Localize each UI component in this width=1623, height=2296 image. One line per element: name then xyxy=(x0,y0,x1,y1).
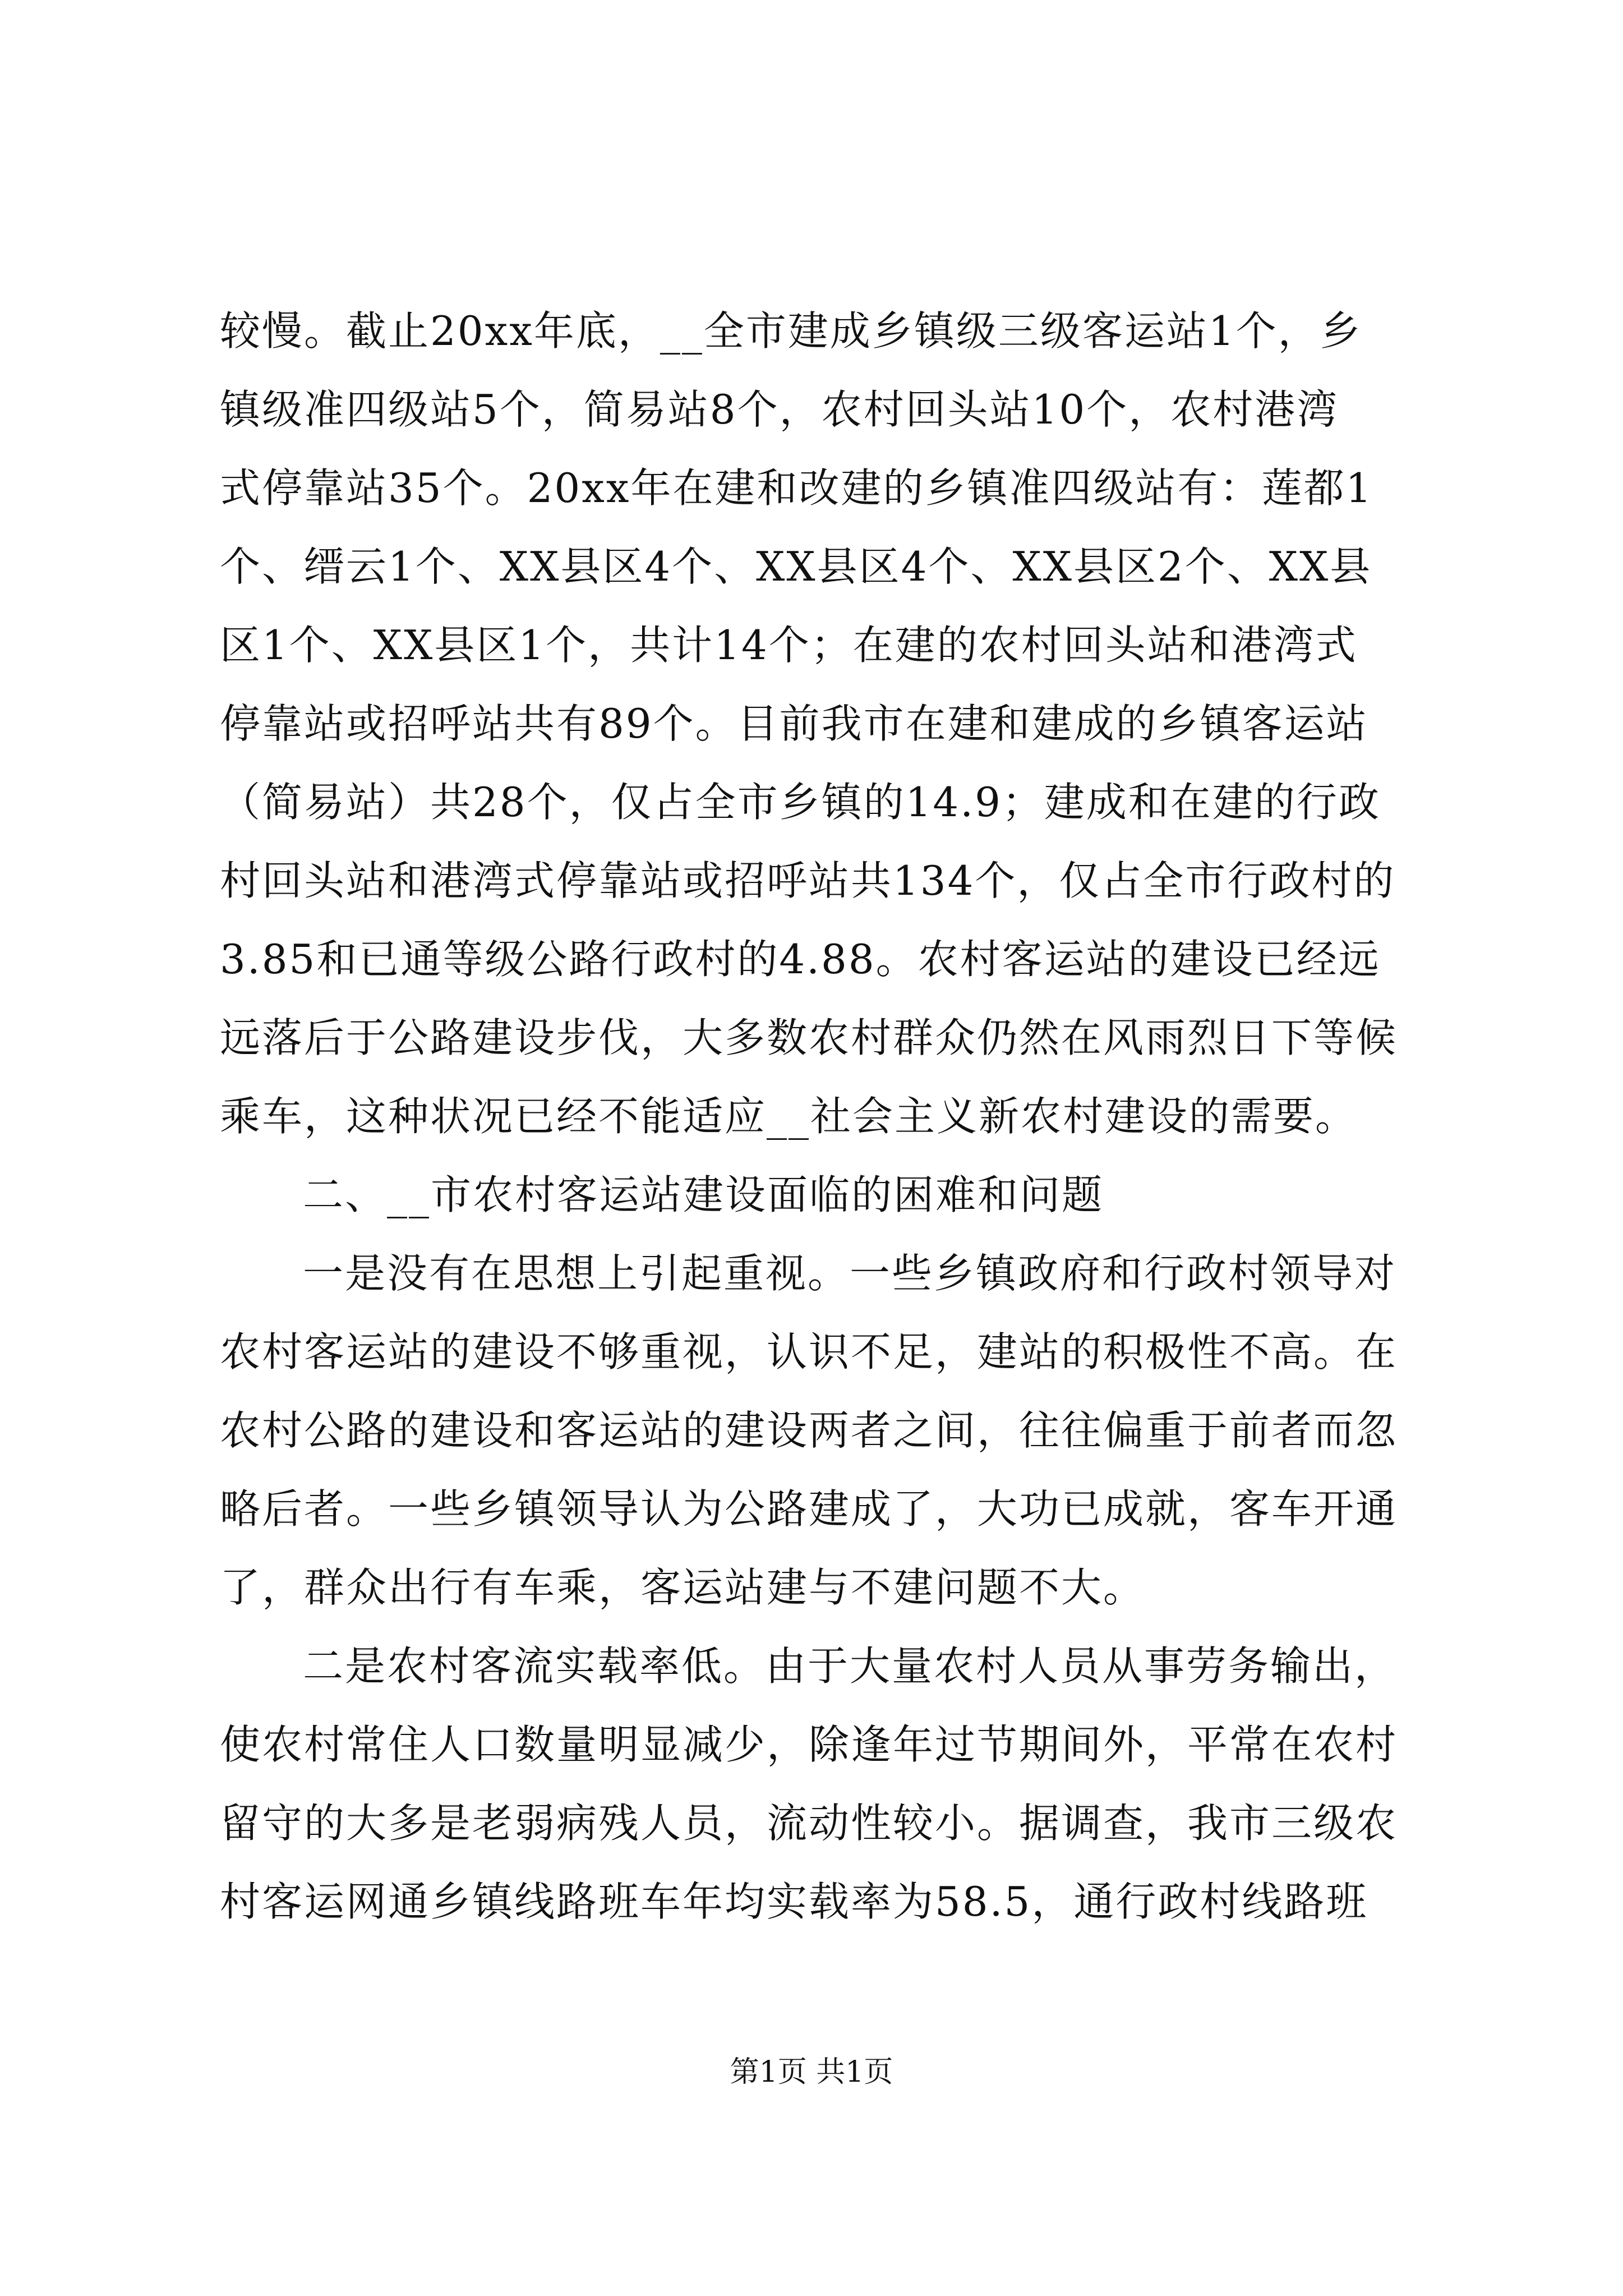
text-line: 农村客运站的建设不够重视，认识不足，建站的积极性不高。在 xyxy=(220,1328,1398,1375)
text-line: 较慢。截止20xx年底，__全市建成乡镇级三级客运站1个，乡 xyxy=(220,307,1362,355)
page-number-footer: 第1页 共1页 xyxy=(730,2055,893,2089)
text-line: 村回头站和港湾式停靠站或招呼站共134个，仅占全市行政村的 xyxy=(220,857,1396,904)
text-line: 略后者。一些乡镇领导认为公路建成了，大功已成就，客车开通 xyxy=(220,1485,1398,1533)
section-heading: 二、__市农村客运站建设面临的困难和问题 xyxy=(303,1171,1104,1218)
text-line: 区1个、XX县区1个，共计14个；在建的农村回头站和港湾式 xyxy=(220,622,1358,669)
text-line: 农村公路的建设和客运站的建设两者之间，往往偏重于前者而忽 xyxy=(220,1407,1398,1454)
paragraph-first-line: 一是没有在思想上引起重视。一些乡镇政府和行政村领导对 xyxy=(303,1250,1397,1297)
text-line: 式停靠站35个。20xx年在建和改建的乡镇准四级站有：莲都1 xyxy=(220,464,1373,512)
text-line: 村客运网通乡镇线路班车年均实载率为58.5，通行政村线路班 xyxy=(220,1878,1368,1925)
text-line: 镇级准四级站5个，简易站8个，农村回头站10个，农村港湾 xyxy=(220,386,1339,433)
text-line: 了，群众出行有车乘，客运站建与不建问题不大。 xyxy=(220,1564,1146,1611)
text-line: 3.85和已通等级公路行政村的4.88。农村客运站的建设已经远 xyxy=(220,936,1381,983)
text-line: 个、缙云1个、XX县区4个、XX县区4个、XX县区2个、XX县 xyxy=(220,543,1372,590)
document-body xyxy=(220,292,1426,1941)
text-line: 乘车，这种状况已经不能适应__社会主义新农村建设的需要。 xyxy=(220,1093,1358,1140)
paragraph-first-line: 二是农村客流实载率低。由于大量农村人员从事劳务输出， xyxy=(303,1642,1397,1690)
text-line: 远落后于公路建设步伐，大多数农村群众仍然在风雨烈日下等候 xyxy=(220,1014,1398,1061)
text-line: （简易站）共28个，仅占全市乡镇的14.9；建成和在建的行政 xyxy=(220,779,1381,826)
text-line: 停靠站或招呼站共有89个。目前我市在建和建成的乡镇客运站 xyxy=(220,700,1368,747)
text-line: 留守的大多是老弱病残人员，流动性较小。据调查，我市三级农 xyxy=(220,1800,1398,1847)
text-line: 使农村常住人口数量明显减少，除逢年过节期间外，平常在农村 xyxy=(220,1721,1398,1768)
